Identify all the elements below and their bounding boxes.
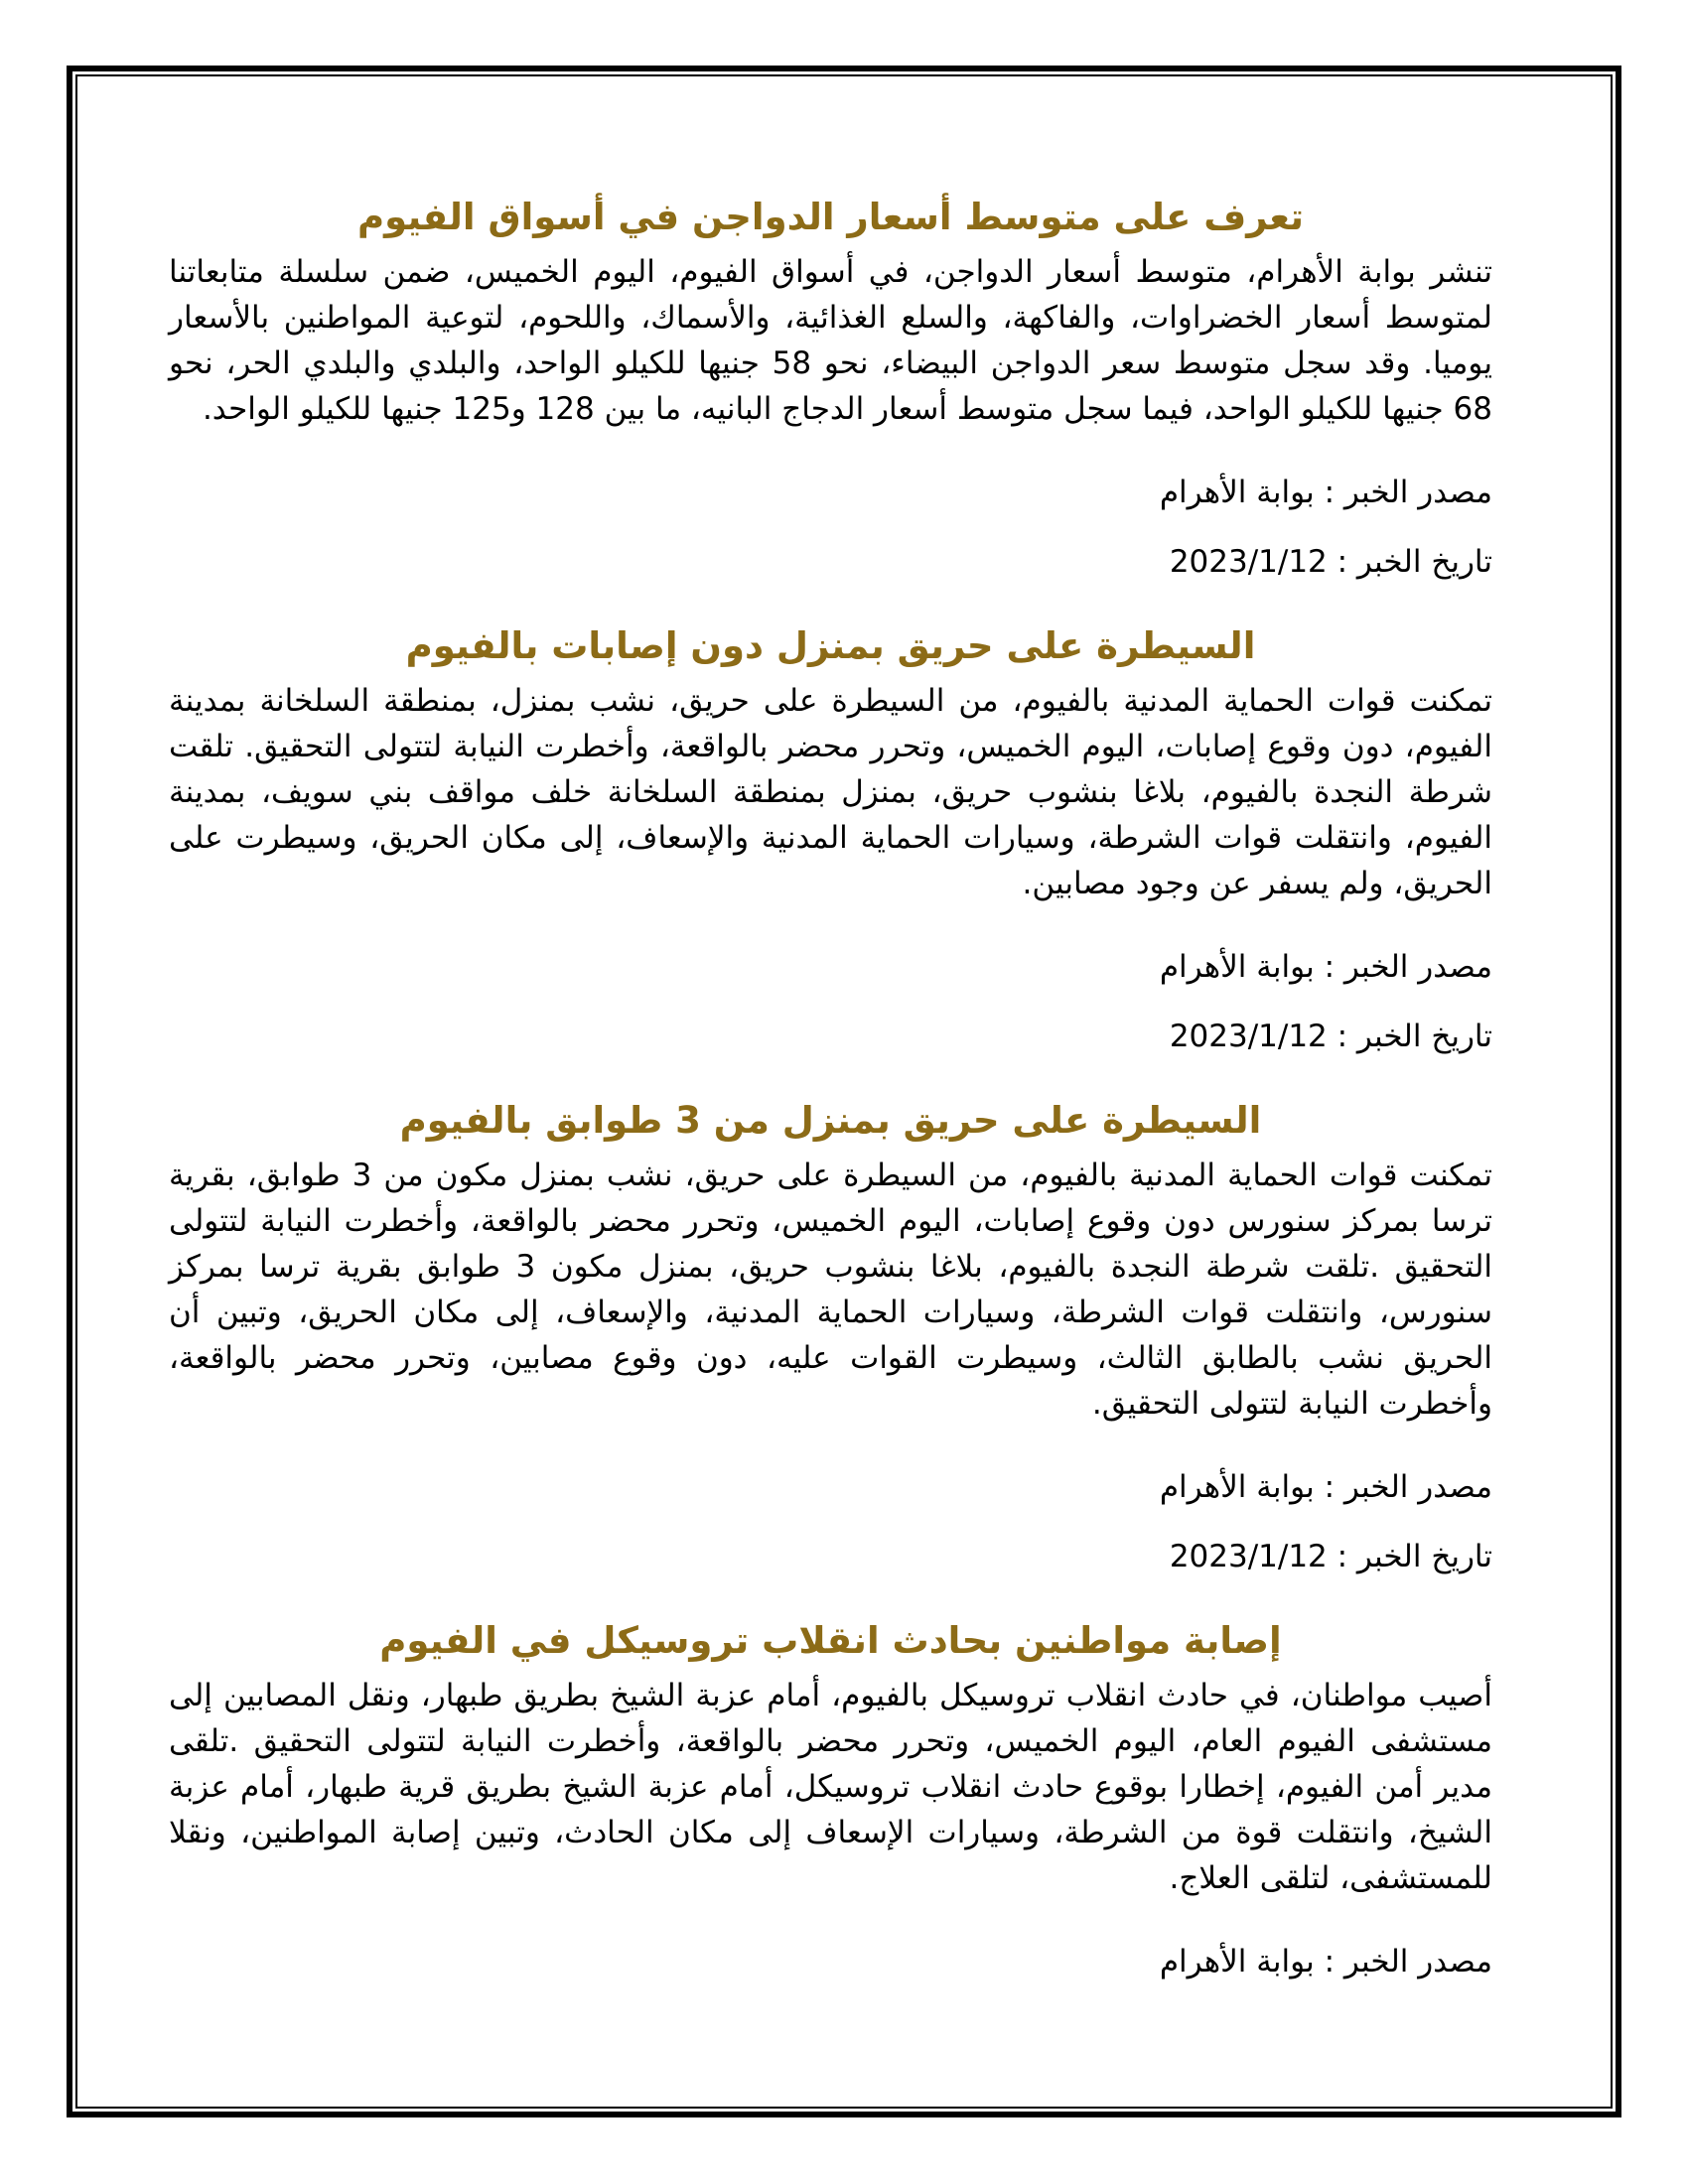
news-article: [169, 1097, 1492, 1579]
article-body: أصيب مواطنان، في حادث انقلاب تروسيكل بالفيوم، أمام عزبة الشيخ بطريق طبهار، ونقل المصابين إلى مستشفى الفيوم العام، اليوم الخميس، وتحرر محضر بالواقعة، وأخطرت النيابة لتتولى التحقيق .تلقى مدير أمن الفيوم، إخطارا بوقوع حادث انقلاب تروسيكل، أمام عزبة الشيخ بطريق قرية طبهار، أمام عزبة الشيخ، وانتقلت قوة من الشرطة، وسيارات الإسعاف إلى مكان الحادث، وتبين إصابة المواطنين، ونقلا للمستشفى، لتلقى العلاج.: [169, 1678, 1492, 1896]
news-article: [169, 622, 1492, 1059]
news-articles-content: [169, 194, 1492, 1984]
article-body: تنشر بوابة الأهرام، متوسط أسعار الدواجن، في أسواق الفيوم، اليوم الخميس، ضمن سلسلة متابعاتنا لمتوسط أسعار الخضراوات، والفاكهة، والسلع الغذائية، والأسماك، واللحوم، لتوعية المواطنين بالأسعار يوميا. وقد سجل متوسط سعر الدواجن البيضاء، نحو 58 جنيها للكيلو الواحد، والبلدي والبلدي الحر، نحو 68 جنيها للكيلو الواحد، فيما سجل متوسط أسعار الدجاج البانيه، ما بين 128 و125 جنيها للكيلو الواحد.: [169, 254, 1492, 427]
article-date: تاريخ الخبر : 2023/1/12: [1169, 544, 1492, 580]
news-article: [169, 194, 1492, 585]
article-title: السيطرة على حريق بمنزل دون إصابات بالفيوم: [405, 624, 1256, 667]
article-source: مصدر الخبر : بوابة الأهرام: [1159, 475, 1492, 510]
news-article: [169, 1617, 1492, 1984]
article-date: تاريخ الخبر : 2023/1/12: [1169, 1539, 1492, 1574]
article-source: مصدر الخبر : بوابة الأهرام: [1159, 1469, 1492, 1505]
article-title: تعرف على متوسط أسعار الدواجن في أسواق الفيوم: [356, 196, 1305, 238]
article-date: تاريخ الخبر : 2023/1/12: [1169, 1019, 1492, 1054]
article-source: مصدر الخبر : بوابة الأهرام: [1159, 949, 1492, 985]
article-body: تمكنت قوات الحماية المدنية بالفيوم، من السيطرة على حريق، نشب بمنزل مكون من 3 طوابق، بقرية ترسا بمركز سنورس دون وقوع إصابات، اليوم الخميس، وتحرر محضر بالواقعة، وأخطرت النيابة لتتولى التحقيق .تلقت شرطة النجدة بالفيوم، بلاغا بنشوب حريق، بمنزل مكون 3 طوابق بقرية ترسا بمركز سنورس، وانتقلت قوات الشرطة، وسيارات الحماية المدنية، والإسعاف، إلى مكان الحريق، وتبين أن الحريق نشب بالطابق الثالث، وسيطرت القوات عليه، دون وقوع مصابين، وتحرر محضر بالواقعة، وأخطرت النيابة لتتولى التحقيق.: [169, 1158, 1492, 1422]
article-source: مصدر الخبر : بوابة الأهرام: [1159, 1944, 1492, 1979]
article-title: السيطرة على حريق بمنزل من 3 طوابق بالفيوم: [399, 1099, 1262, 1142]
article-body: تمكنت قوات الحماية المدنية بالفيوم، من السيطرة على حريق، نشب بمنزل، بمنطقة السلخانة بمدينة الفيوم، دون وقوع إصابات، اليوم الخميس، وتحرر محضر بالواقعة، وأخطرت النيابة لتتولى التحقيق. تلقت شرطة النجدة بالفيوم، بلاغا بنشوب حريق، بمنزل بمنطقة السلخانة خلف مواقف بني سويف، بمدينة الفيوم، وانتقلت قوات الشرطة، وسيارات الحماية المدنية والإسعاف، إلى مكان الحريق، وسيطرت على الحريق، ولم يسفر عن وجود مصابين.: [169, 683, 1492, 901]
article-title: إصابة مواطنين بحادث انقلاب تروسيكل في الفيوم: [379, 1619, 1282, 1662]
